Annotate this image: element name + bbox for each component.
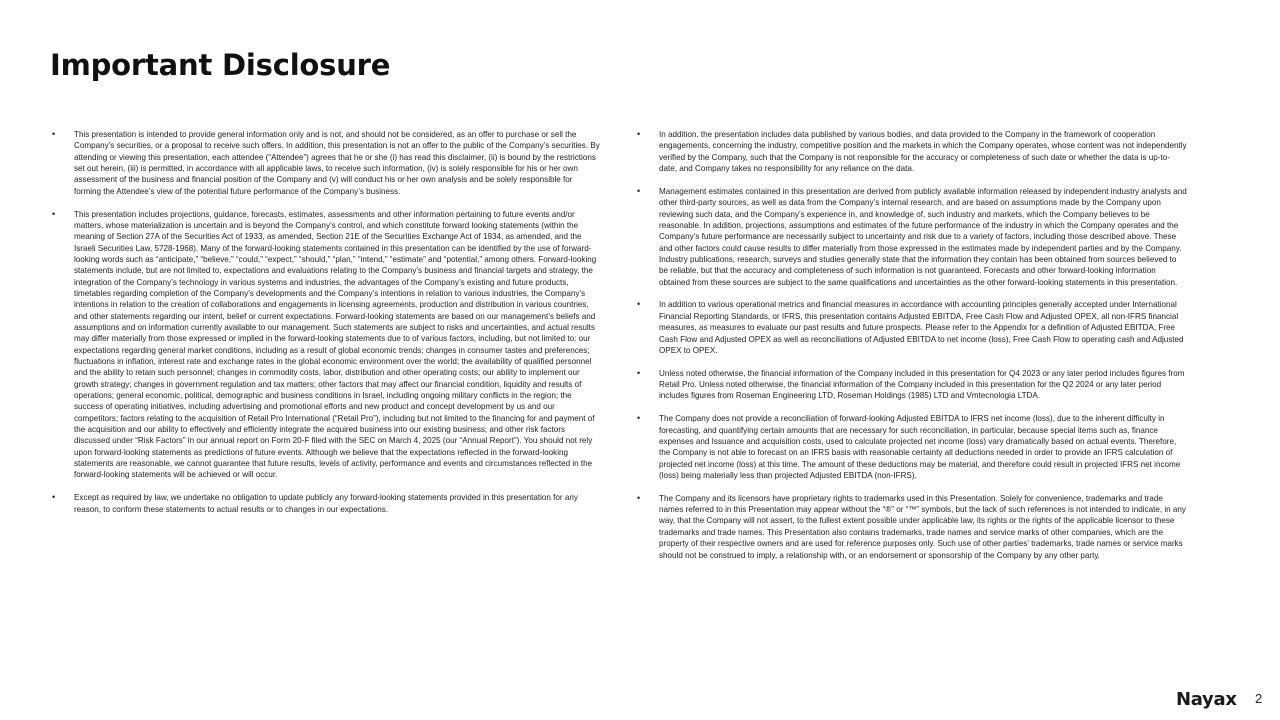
bullet-icon: • bbox=[52, 129, 56, 139]
page-title: Important Disclosure bbox=[50, 48, 391, 82]
paragraph-text: This presentation includes projections, guidance, forecasts, estimates, assessments and other information pertaining to future events and/or matters, whose materialization is uncertain and is beyond the Company’s control, and which constitute forward looking statements (within the meaning of Section 27A of the Securities Act of 1933, as amended, Section 21E of the Securities Exchange Act of 1934, as amended, and the Israeli Securities Law, 5728-1968). Many of the forward-looking statements contained in this presentation can be identified by the use of forward-looking words such as “anticipate,” “believe,” “could,” “expect,” “should,” “plan,” “intend,” “estimate” and “potential,” among others. Forward-looking statements include, but are not limited to, expectations and evaluations relating to the Company’s business and financial targets and strategy, the integration of the Company’s technology in various systems and industries, the advantages of the Company’s existing and future products, timetables regarding completion of the Company’s developments and the Company’s intentions in relation to various industries, the Company’s intentions in relation to the creation of collaborations and engagements in licensing agreements, production and distribution in various countries, and other statements regarding our intent, belief or current expectations. Forward-looking statements are based on our management’s beliefs and assumptions and on information currently available to our management. Such statements are subject to risks and uncertainties, and actual results may differ materially from those expressed or implied in the forward-looking statements due to of various factors, including, but not limited to: our expectations regarding general market conditions, including as a result of global economic trends; changes in consumer tastes and preferences; fluctuations in inflation, interest rate and exchange rates in the global economic environment over the world; the availability of qualified personnel and the ability to retain such personnel; changes in commodity costs, labor, distribution and other operating costs; our ability to implement our growth strategy; changes in government regulation and tax matters; other factors that may affect our financial condition, liquidity and results of operations; general economic, political, demographic and business conditions in Israel, including ongoing military conflicts in the region; the success of operating initiatives, including advertising and promotional efforts and new product and concept development by us and our competitors; factors relating to the acquisition of Retail Pro International (“Retail Pro”), including but not limited to the financing for and payment of the acquisition and our ability to effectively and efficiently integrate the acquired business into our existing business; and other risk factors discussed under “Risk Factors” in our annual report on Form 20-F filed with the SEC on March 4, 2025 (our “Annual Report”). You should not rely upon forward-looking statements as predictions of future events. Although we believe that the expectations reflected in the forward-looking statements are reasonable, we cannot guarantee that future results, levels of activity, performance and events and circumstances reflected in the forward-looking statements will be achieved or will occur. bbox=[74, 209, 597, 480]
page-number: 2 bbox=[1255, 691, 1263, 706]
paragraph-text: Except as required by law, we undertake no obligation to update publicly any forward-looking statements provided in this presentation for any reason, to conform these statements to actual results or to changes in our expectations. bbox=[74, 493, 578, 514]
paragraph-text: The Company does not provide a reconciliation of forward-looking Adjusted EBITDA to IFRS net income (loss), due to the inherent difficulty in forecasting, and quantifying certain amounts that are necessary for such reconciliation, in particular, because special items such as, finance expenses and Issuance and acquisition costs, used to calculate projected net income (loss) vary dramatically based on actual events. Therefore, the Company is not able to forecast on an IFRS basis with reasonable certainty all deductions needed in order to provide an IFRS calculation of projected net income (loss) at this time. The amount of these deductions may be material, and therefore could result in projected IFRS net income (loss) being materially less than projected Adjusted EBITDA (non-IFRS). bbox=[659, 414, 1181, 480]
disclosure-paragraph bbox=[637, 186, 1187, 288]
bullet-icon: • bbox=[637, 129, 641, 139]
paragraph-text: Management estimates contained in this presentation are derived from publicly available information released by independent industry analysts and other third-party sources, as well as data from the Company’s internal research, and are based on assumptions made by the Company upon reviewing such data, and the Company’s experience in, and knowledge of, such industry and markets, which the Company believes to be reasonable. In addition, projections, assumptions and estimates of the future performance of the industry in which the Company operates and the Company’s future performance are necessarily subject to uncertainty and risk due to a variety of factors, including those described above. These and other factors could cause results to differ materially from those expressed in the estimates made by independent parties and by the Company. Industry publications, research, surveys and studies generally state that the information they contain has been obtained from sources believed to be reliable, but that the accuracy and completeness of such information is not guaranteed. Forecasts and other forward-looking information obtained from these sources are subject to the same qualifications and uncertainties as the other forward-looking statements in this presentation. bbox=[659, 186, 1187, 287]
disclosure-paragraph bbox=[637, 493, 1187, 561]
disclosure-paragraph bbox=[637, 129, 1187, 174]
disclosure-paragraph bbox=[637, 299, 1187, 356]
bullet-icon: • bbox=[52, 492, 56, 503]
paragraph-text: Unless noted otherwise, the financial information of the Company included in this presentation for Q4 2023 or any later period includes figures from Retail Pro. Unless noted otherwise, the financial information of the Company included in this presentation for the Q2 2024 or any later period includes figures from Roseman Engineering LTD, Roseman Holdings (1985) LTD and Vmtecnologia LTDA. bbox=[659, 368, 1185, 401]
bullet-icon: • bbox=[637, 299, 641, 310]
paragraph-text: The Company and its licensors have proprietary rights to trademarks used in this Presentation. Solely for convenience, trademarks and trade names referred to in this Presentation may appear without the “®” or “™” symbols, but the lack of such references is not intended to indicate, in any way, that the Company will not assert, to the fullest extent possible under applicable law, its rights or the rights of the applicable licensor to these trademarks and trade names. This Presentation also contains trademarks, trade names and service marks of other companies, which are the property of their respective owners and are used for reference purposes only. Such use of other parties’ trademarks, trade names or service marks should not be construed to imply, a relationship with, or an endorsement or sponsorship of the Company by any other party. bbox=[659, 493, 1186, 560]
bullet-icon: • bbox=[637, 367, 641, 378]
paragraph-text: This presentation is intended to provide general information only and is not, and should not be considered, as an offer to purchase or sell the Company’s securities, or a proposal to receive such offers. In addition, this presentation is not an offer to the public of the Company’s securities. By attending or viewing this presentation, each attendee (“Attendee”) agrees that he or she (i) has read this disclaimer, (ii) is bound by the restrictions set out herein, (iii) is permitted, in accordance with all applicable laws, to receive such information, (iv) is solely responsible for his or her own assessment of the business and financial position of the Company and (v) will conduct his or her own analysis and be solely responsible for forming the Attendee’s view of the potential future performance of the Company’s business. bbox=[74, 130, 600, 196]
paragraph-text: In addition, the presentation includes data published by various bodies, and data provided to the Company in the framework of cooperation engagements, concerning the industry, competitive position and the markets in which the Company operates, whose content was not independently verified by the Company, such that the Company is not responsible for the accuracy or completeness of such date or whether the data is up-to-date, and Company takes no responsibility for any reliance on the data. bbox=[659, 130, 1187, 174]
disclosure-paragraph bbox=[637, 413, 1187, 481]
disclosure-paragraph bbox=[637, 368, 1187, 402]
logo-text: Nayax bbox=[1176, 689, 1237, 710]
disclosure-paragraph bbox=[52, 492, 600, 515]
paragraph-text: In addition to various operational metrics and financial measures in accordance with accounting principles generally accepted under International Financial Reporting Standards, or IFRS, this presentation contains Adjusted EBITDA, Free Cash Flow and Adjusted OPEX, all non-IFRS financial measures, as measures to evaluate our past results and future prospects. Please refer to the Appendix for a definition of Adjusted EBITDA, Free Cash Flow and Adjusted OPEX as well as reconciliations of Adjusted EBITDA to net income (loss), Free Cash Flow to operating cash and Adjusted OPEX to OPEX. bbox=[659, 300, 1184, 355]
disclosure-paragraph bbox=[52, 129, 600, 197]
nayax-logo bbox=[1176, 689, 1237, 710]
disclosure-right-column bbox=[637, 129, 1187, 572]
bullet-icon: • bbox=[637, 185, 641, 196]
disclosure-left-column bbox=[52, 129, 600, 527]
bullet-icon: • bbox=[637, 492, 641, 503]
bullet-icon: • bbox=[637, 413, 641, 424]
disclosure-paragraph bbox=[52, 209, 600, 481]
bullet-icon: • bbox=[52, 208, 56, 219]
